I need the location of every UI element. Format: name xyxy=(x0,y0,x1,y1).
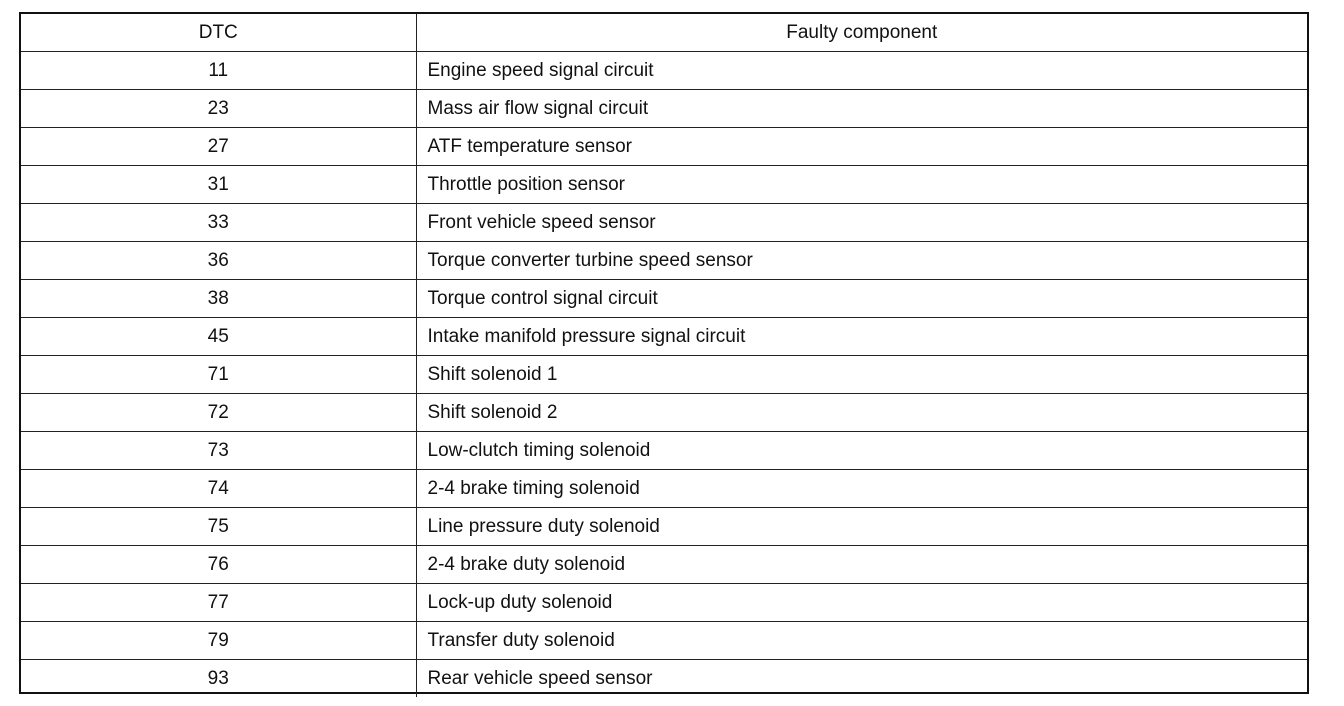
dtc-code-cell: 79 xyxy=(21,622,416,660)
dtc-code-cell: 73 xyxy=(21,432,416,470)
faulty-component-cell: Throttle position sensor xyxy=(416,166,1307,204)
table-row xyxy=(21,242,1307,280)
table-row xyxy=(21,622,1307,660)
faulty-component-cell: 2-4 brake timing solenoid xyxy=(416,470,1307,508)
faulty-component-cell: Shift solenoid 1 xyxy=(416,356,1307,394)
faulty-component-cell: Engine speed signal circuit xyxy=(416,52,1307,90)
dtc-code-cell: 38 xyxy=(21,280,416,318)
faulty-component-cell: Transfer duty solenoid xyxy=(416,622,1307,660)
table-header-row xyxy=(21,14,1307,52)
table-row xyxy=(21,318,1307,356)
table-row xyxy=(21,166,1307,204)
dtc-code-cell: 45 xyxy=(21,318,416,356)
dtc-code-cell: 36 xyxy=(21,242,416,280)
dtc-code-cell: 74 xyxy=(21,470,416,508)
table-row xyxy=(21,280,1307,318)
table-row xyxy=(21,660,1307,698)
table-row xyxy=(21,432,1307,470)
faulty-component-cell: Lock-up duty solenoid xyxy=(416,584,1307,622)
dtc-table-frame xyxy=(19,12,1309,694)
faulty-component-cell: Intake manifold pressure signal circuit xyxy=(416,318,1307,356)
faulty-component-cell: Mass air flow signal circuit xyxy=(416,90,1307,128)
table-row xyxy=(21,356,1307,394)
faulty-component-cell: Low-clutch timing solenoid xyxy=(416,432,1307,470)
dtc-code-cell: 76 xyxy=(21,546,416,584)
faulty-component-cell: Shift solenoid 2 xyxy=(416,394,1307,432)
dtc-code-cell: 93 xyxy=(21,660,416,698)
dtc-code-cell: 27 xyxy=(21,128,416,166)
table-row xyxy=(21,470,1307,508)
table-row xyxy=(21,204,1307,242)
column-header-faulty-component: Faulty component xyxy=(416,14,1307,52)
table-row xyxy=(21,52,1307,90)
dtc-code-cell: 75 xyxy=(21,508,416,546)
table-row xyxy=(21,128,1307,166)
faulty-component-cell: Front vehicle speed sensor xyxy=(416,204,1307,242)
dtc-code-cell: 23 xyxy=(21,90,416,128)
dtc-code-cell: 77 xyxy=(21,584,416,622)
faulty-component-cell: 2-4 brake duty solenoid xyxy=(416,546,1307,584)
faulty-component-cell: Torque converter turbine speed sensor xyxy=(416,242,1307,280)
table-row xyxy=(21,508,1307,546)
table-row xyxy=(21,546,1307,584)
dtc-code-cell: 11 xyxy=(21,52,416,90)
column-header-dtc: DTC xyxy=(21,14,416,52)
dtc-table xyxy=(21,14,1307,697)
dtc-code-cell: 72 xyxy=(21,394,416,432)
table-row xyxy=(21,90,1307,128)
faulty-component-cell: Torque control signal circuit xyxy=(416,280,1307,318)
faulty-component-cell: Line pressure duty solenoid xyxy=(416,508,1307,546)
table-row xyxy=(21,394,1307,432)
dtc-code-cell: 31 xyxy=(21,166,416,204)
faulty-component-cell: Rear vehicle speed sensor xyxy=(416,660,1307,698)
dtc-code-cell: 71 xyxy=(21,356,416,394)
faulty-component-cell: ATF temperature sensor xyxy=(416,128,1307,166)
dtc-code-cell: 33 xyxy=(21,204,416,242)
table-row xyxy=(21,584,1307,622)
